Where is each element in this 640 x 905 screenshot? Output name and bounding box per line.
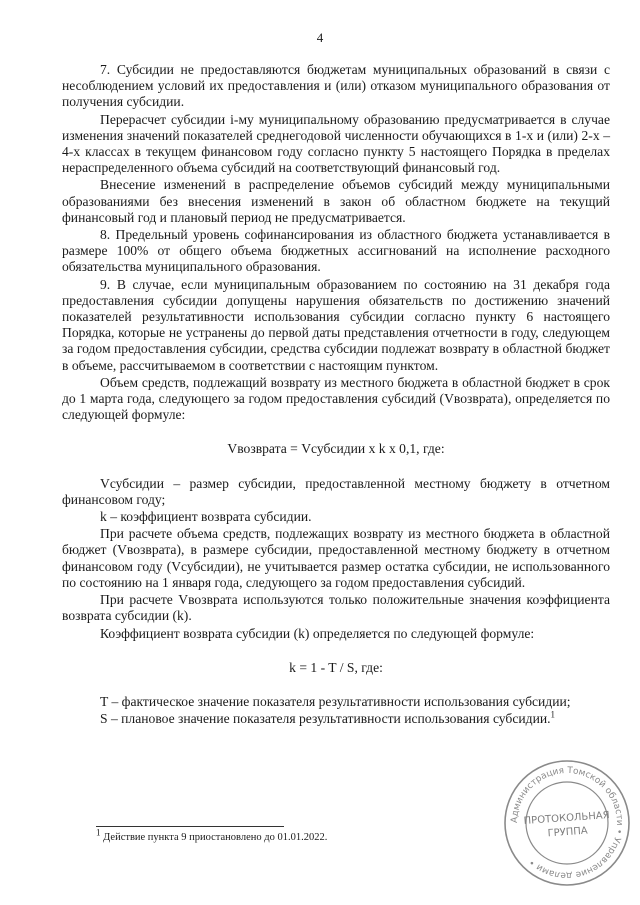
document-body [62,62,610,728]
definition-s [62,711,610,727]
official-stamp [502,758,632,888]
stamp-center-line-1: ПРОТОКОЛЬНАЯ [523,810,610,827]
definition-t: T – фактическое значение показателя результативности использования субсидии; [100,693,571,709]
definition-s-text: S – плановое значение показателя результативности использования субсидии. [100,711,551,727]
paragraph-calc-note: При расчете объема средств, подлежащих возврату из местного бюджета в областной бюджет (Vвозврата), в размере субсидии, предоставленной местному бюджету в отчетном финансовом году (Vсубсидии), не учитывается размер остатка субсидии, не использованного по состоянию на 1 января года, следующего за годом предоставления субсидий. [62,526,610,590]
footnote [96,827,328,843]
paragraph-7: 7. Субсидии не предоставляются бюджетам муниципальных образований в связи с несоблюдением условий их предоставления и (или) отказом муниципального образования от получения субсидии. [62,62,610,110]
formula-refund: Vвозврата = Vсубсидии x k x 0,1, где: [227,441,445,457]
formula-k: k = 1 - T / S, где: [289,659,383,675]
paragraph-refund-volume: Объем средств, подлежащий возврату из местного бюджета в областной бюджет в срок до 1 марта года, следующего за годом предоставления субсидий (Vвозврата), определяется по следующей формуле: [62,374,610,423]
paragraph-positive-values: При расчете Vвозврата используются только положительные значения коэффициента возврата субсидии (k). [62,592,610,624]
stamp-ring-text: Администрация Томской области • Управление делами • [509,765,625,881]
footnote-separator [96,826,284,827]
definition-k: k – коэффициент возврата субсидии. [100,509,312,525]
footnote-text: Действие пункта 9 приостановлено до 01.01.2022. [100,832,328,843]
footnote-mark: 1 [96,827,101,838]
definition-vsubsidy: Vсубсидии – размер субсидии, предоставленной местному бюджету в отчетном финансовом году; [62,475,610,507]
page-number: 4 [316,30,324,45]
paragraph-8: 8. Предельный уровень софинансирования из областного бюджета устанавливается в размере 100% от общего объема бюджетных ассигнований на исполнение расходного обязательства муниципального образования. [62,227,610,275]
paragraph-k-formula-intro: Коэффициент возврата субсидии (k) определяется по следующей формуле: [100,625,535,641]
paragraph-9: 9. В случае, если муниципальным образованием по состоянию на 31 декабря года предоставления субсидии допущены нарушения обязательств по достижению значений показателей результативности использования субсидии согласно пункту 6 настоящего Порядка, которые не устранены до первой даты представления отчетности в году, следующем за годом предоставления субсидии, средства субсидии подлежат возврату в областной бюджет в объеме, рассчитываемом в соответствии с настоящим пунктом. [62,276,610,373]
footnote-reference: 1 [550,709,556,720]
paragraph-recalculation: Перерасчет субсидии i-му муниципальному образованию предусматривается в случае изменения значений показателей среднегодовой численности обучающихся в 1-х и (или) 2-х – 4-х классах в текущем финансовом году согласно пункту 5 настоящего Порядка в пределах нераспределенного объема субсидий на соответствующий финансовый год. [62,111,610,176]
paragraph-changes: Внесение изменений в распределение объемов субсидий между муниципальными образованиями без внесения изменений в закон об областном бюджете на текущий финансовый год и плановый период не предусматривается. [62,177,610,225]
stamp-center-line-2: ГРУППА [547,825,589,840]
